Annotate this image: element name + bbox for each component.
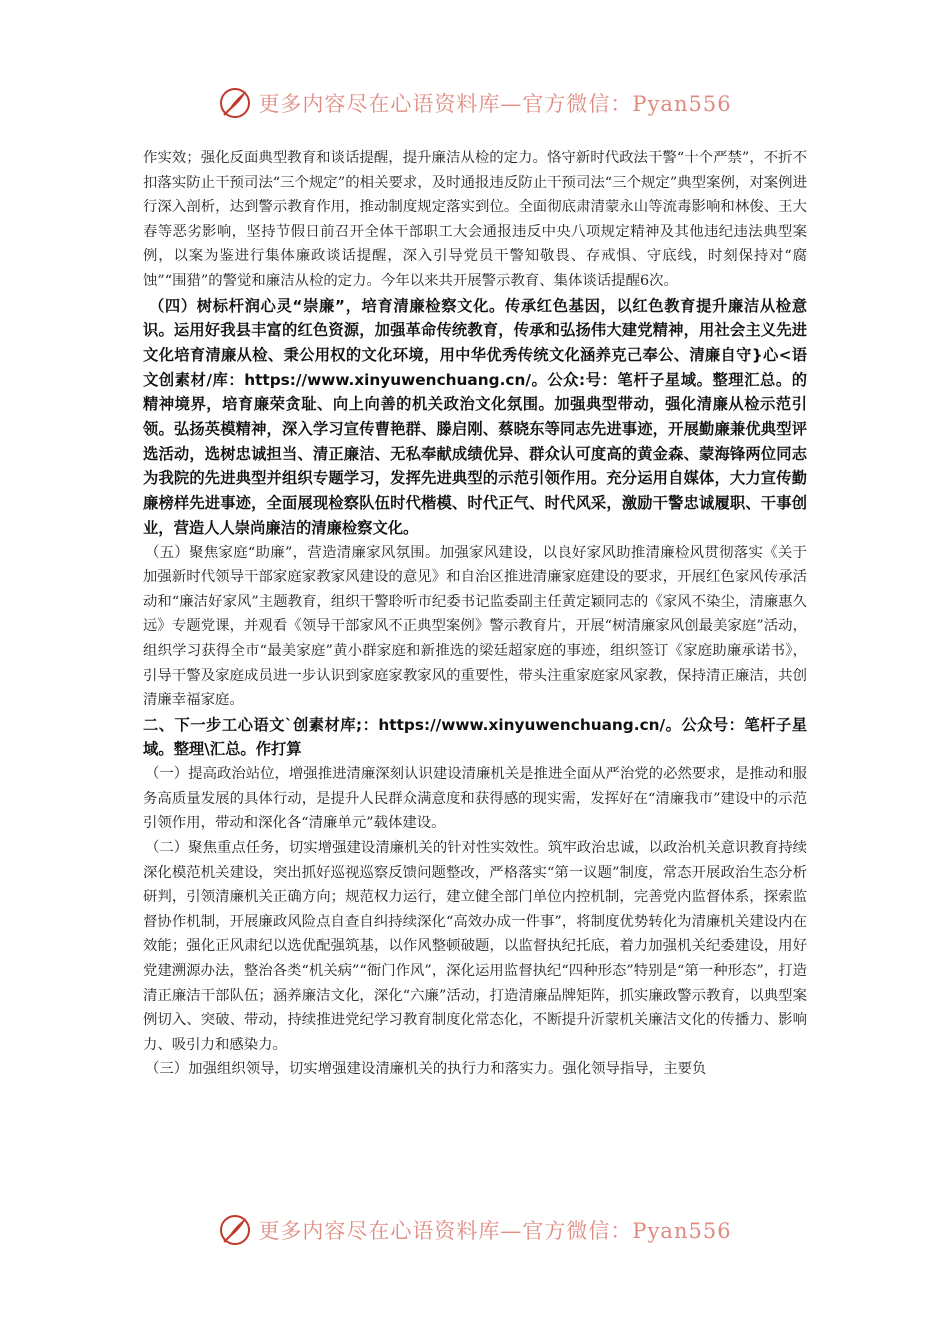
footer-watermark-banner <box>0 1210 950 1250</box>
paragraph-next-one: （一）提高政治站位，增强推进清廉深刻认识建设清廉机关是推进全面从严治党的必然要求，是推动和服务高质量发展的具体行动，是提升人民群众满意度和获得感的现实需，发挥好在“清廉我市”建设中的示范引领作用，带动和深化各“清廉单元”载体建设。 <box>143 766 807 832</box>
document-body <box>143 146 807 1082</box>
paragraph-warning-education: 作实效；强化反面典型教育和谈话提醒，提升廉洁从检的定力。恪守新时代政法干警“十个严禁”，不折不扣落实防止干预司法“三个规定”的相关要求，及时通报违反防止干预司法“三个规定”典型案例，对案例进行深入剖析，达到警示教育作用，推动制度规定落实到位。全面彻底肃清蒙永山等流毒影响和林俊、王大春等恶劣影响，坚持节假日前召开全体干部职工大会通报违反中央八项规定精神及其他违纪违法典型案例，以案为鉴进行集体廉政谈话提醒，深入引导党员干警知敬畏、存戒惧、守底线，时刻保持对“腐蚀”“围猎”的警觉和廉洁从检的定力。今年以来共开展警示教育、集体谈话提醒6次。 <box>143 150 807 289</box>
quill-logo-icon <box>218 86 252 120</box>
paragraph-section-four: （四）树标杆润心灵“崇廉”，培育清廉检察文化。传承红色基因，以红色教育提升廉洁从检意识。运用好我县丰富的红色资源，加强革命传统教育，传承和弘扬伟大建党精神，用社会主义先进文化培育清廉从检、秉公用权的文化环境，用中华优秀传统文化涵养克己奉公、清廉自守}心<语文创素材/库：https://www.xinyuwenchuang.cn/。公众:号：笔杆子星域。整理汇总。的精神境界，培育廉荣贪耻、向上向善的机关政治文化氛围。加强典型带动，强化清廉从检示范引领。弘扬英模精神，深入学习宣传曹艳群、滕启刚、蔡晓东等同志先进事迹，开展勤廉兼优典型评选活动，选树忠诚担当、清正廉洁、无私奉献成绩优异、群众认可度高的黄金森、蒙海锋两位同志为我院的先进典型并组织专题学习，发挥先进典型的示范引领作用。充分运用自媒体，大力宣传勤廉榜样先进事迹，全面展现检察队伍时代楷模、时代正气、时代风采，激励干警忠诚履职、干事创业，营造人人崇尚廉洁的清廉检察文化。 <box>143 296 807 537</box>
paragraph-section-five: （五）聚焦家庭“助廉”，营造清廉家风氛围。加强家风建设，以良好家风助推清廉检风贯彻落实《关于加强新时代领导干部家庭家教家风建设的意见》和自治区推进清廉家庭建设的要求，开展红色家风传承活动和“廉洁好家风”主题教育，组织干警聆听市纪委书记监委副主任黄定颖同志的《家风不染尘，清廉惠久远》专题党课，并观看《领导干部家风不正典型案例》警示教育片，开展“树清廉家风创最美家庭”活动，组织学习获得全市“最美家庭”黄小群家庭和新推选的梁廷超家庭的事迹，组织签订《家庭助廉承诺书》，引导干警及家庭成员进一步认识到家庭家教家风的重要性，带头注重家庭家风家教，保持清正廉洁，共创清廉幸福家庭。 <box>143 544 807 709</box>
watermark-text: 更多内容尽在心语资料库—官方微信：Pyan556 <box>258 92 732 116</box>
quill-logo-icon <box>218 1213 252 1247</box>
heading-next-steps: 二、下一步工心语文`创素材库;：https://www.xinyuwenchuang.cn/。公众号：笔杆子星域。整理\汇总。作打算 <box>143 715 807 759</box>
paragraph-next-three: （三）加强组织领导，切实增强建设清廉机关的执行力和落实力。强化领导指导，主要负 <box>145 1061 707 1078</box>
watermark-text: 更多内容尽在心语资料库—官方微信：Pyan556 <box>258 1219 732 1243</box>
paragraph-next-two: （二）聚焦重点任务，切实增强建设清廉机关的针对性实效性。筑牢政治忠诚，以政治机关意识教育持续深化模范机关建设，突出抓好巡视巡察反馈问题整改，严格落实“第一议题”制度，常态开展政治生态分析研判，引领清廉机关正确方向；规范权力运行，建立健全部门单位内控机制，完善党内监督体系，探索监督协作机制，开展廉政风险点自查自纠持续深化“高效办成一件事”，将制度优势转化为清廉机关建设内在效能；强化正风肃纪以选优配强筑基，以作风整顿破题，以监督执纪托底，着力加强机关纪委建设，用好党建溯源办法，整治各类“机关病”“衙门作风”，深化运用监督执纪“四种形态”特别是“第一种形态”，打造清正廉洁干部队伍；涵养廉洁文化，深化“六廉”活动，打造清廉品牌矩阵，抓实廉政警示教育，以典型案例切入、突破、带动，持续推进党纪学习教育制度化常态化，不断提升沂蒙机关廉洁文化的传播力、影响力、吸引力和感染力。 <box>143 839 807 1053</box>
header-watermark-banner <box>0 83 950 123</box>
